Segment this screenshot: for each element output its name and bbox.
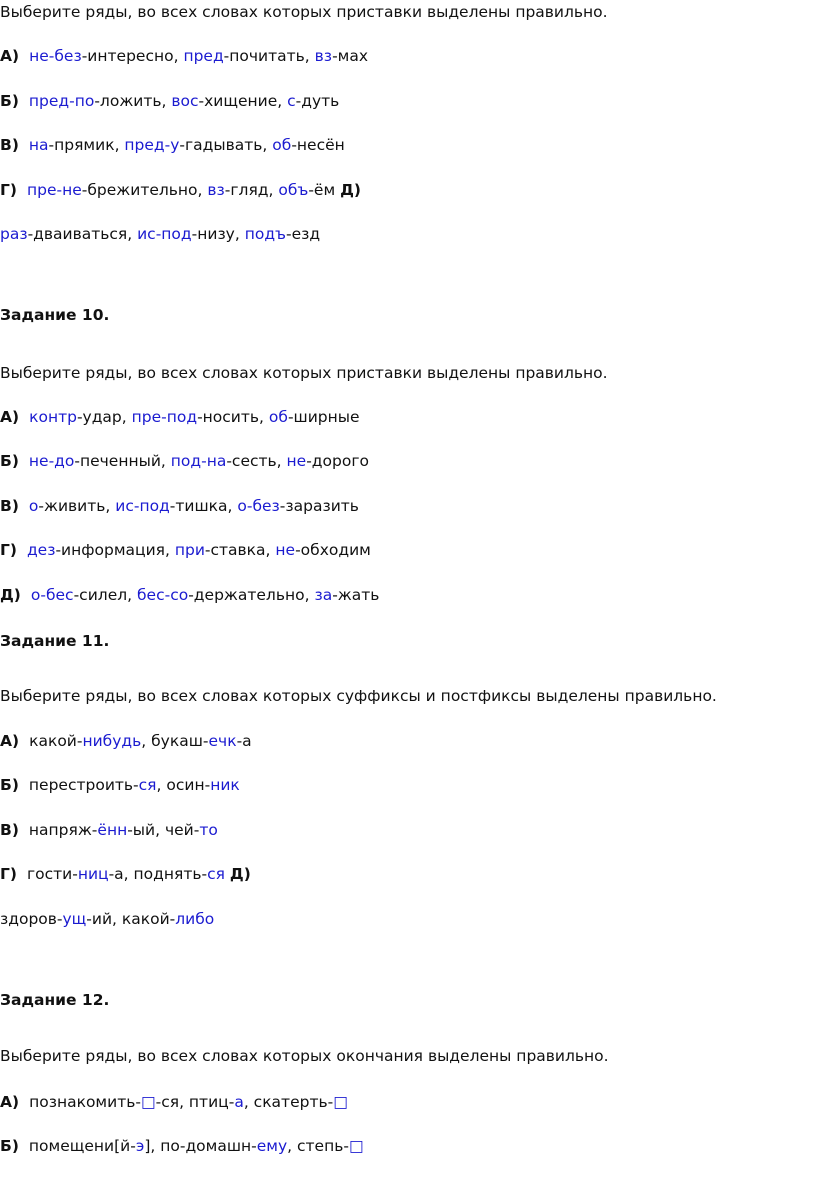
prefix: пре-не <box>26 181 82 199</box>
option-label: В) <box>0 136 19 154</box>
prefix: за <box>314 586 333 604</box>
task10-option-b: Б) не-до-печенный, под-на-сесть, не-дорого <box>0 452 369 470</box>
task11-option-b: Б) перестроить-ся, осин-ник <box>0 776 240 794</box>
suffix: ся <box>207 865 225 883</box>
task10-intro: Выберите ряды, во всех словах которых приставки выделены правильно. <box>0 364 608 382</box>
task10-option-g: Г) дез-информация, при-ставка, не-обходим <box>0 541 371 559</box>
prefix: не-без <box>29 47 82 65</box>
suffix: нибудь <box>82 732 142 750</box>
prefix: пред-по <box>28 92 95 110</box>
option-label: В) <box>0 821 19 839</box>
task10-option-d: Д) о-бес-силел, бес-со-держательно, за-жать <box>0 586 380 604</box>
task11-title: Задание 11. <box>0 632 110 650</box>
prefix: об <box>272 136 292 154</box>
suffix: ущ <box>62 910 87 928</box>
task12-title: Задание 12. <box>0 991 110 1009</box>
ending: □ <box>140 1093 156 1111</box>
task12-option-b: Б) помещени[й-э], по-домашн-ему, степь-□ <box>0 1137 364 1155</box>
prefix: бес-со <box>137 586 189 604</box>
task9-option-d: раз-дваиваться, ис-под-низу, подъ-езд <box>0 225 321 243</box>
prefix: не-до <box>28 452 75 470</box>
option-label: Г) <box>0 181 17 199</box>
task10-option-a: А) контр-удар, пре-под-носить, об-ширные <box>0 408 360 426</box>
option-label: Г) <box>0 865 17 883</box>
option-label: А) <box>0 47 20 65</box>
option-label: Д) <box>340 181 361 199</box>
task9-option-g: Г) пре-не-брежительно, вз-гляд, объ-ём Д) <box>0 181 361 199</box>
ending: э <box>135 1137 145 1155</box>
option-label: Б) <box>0 92 19 110</box>
prefix: раз <box>0 225 28 243</box>
option-label: В) <box>0 497 19 515</box>
ending: □ <box>333 1093 348 1111</box>
suffix: то <box>199 821 218 839</box>
option-label: А) <box>0 408 20 426</box>
option-label: Д) <box>229 865 251 883</box>
prefix: вз <box>314 47 333 65</box>
suffix: либо <box>175 910 215 928</box>
prefix: дез <box>26 541 56 559</box>
ending: а <box>234 1093 244 1111</box>
prefix: пред <box>183 47 224 65</box>
prefix: об <box>268 408 288 426</box>
ending: ему <box>256 1137 288 1155</box>
prefix: о-бес <box>30 586 74 604</box>
suffix: ник <box>210 776 240 794</box>
prefix: вз <box>207 181 225 199</box>
prefix: контр <box>29 408 77 426</box>
task10-option-v: В) о-живить, ис-под-тишка, о-без-заразить <box>0 497 359 515</box>
prefix: при <box>174 541 205 559</box>
option-label: Б) <box>0 1137 19 1155</box>
prefix: подъ <box>244 225 287 243</box>
suffix: ся <box>138 776 157 794</box>
task12-intro: Выберите ряды, во всех словах которых окончания выделены правильно. <box>0 1047 609 1065</box>
task9-option-v: В) на-прямик, пред-у-гадывать, об-несён <box>0 136 345 154</box>
task11-intro: Выберите ряды, во всех словах которых суффиксы и постфиксы выделены правильно. <box>0 687 717 705</box>
suffix: ечк <box>208 732 237 750</box>
option-label: Д) <box>0 586 21 604</box>
prefix: о-без <box>237 497 280 515</box>
prefix: не <box>275 541 296 559</box>
prefix: ис-под <box>137 225 192 243</box>
task11-option-a: А) какой-нибудь, букаш-ечк-а <box>0 732 252 750</box>
option-label: Б) <box>0 452 19 470</box>
prefix: вос <box>171 92 199 110</box>
prefix: ис-под <box>115 497 170 515</box>
task12-option-a: А) познакомить-□-ся, птиц-а, скатерть-□ <box>0 1093 348 1111</box>
suffix: ниц <box>77 865 109 883</box>
option-label: А) <box>0 732 20 750</box>
task10-title: Задание 10. <box>0 306 110 324</box>
prefix: о <box>28 497 39 515</box>
prefix: на <box>28 136 49 154</box>
task11-option-d: здоров-ущ-ий, какой-либо <box>0 910 215 928</box>
option-label: А) <box>0 1093 20 1111</box>
prefix: объ <box>278 181 309 199</box>
prefix: с <box>287 92 296 110</box>
task9-intro: Выберите ряды, во всех словах которых приставки выделены правильно. <box>0 3 608 21</box>
task9-option-a: А) не-без-интересно, пред-почитать, вз-мах <box>0 47 369 65</box>
task9-option-b: Б) пред-по-ложить, вос-хищение, с-дуть <box>0 92 340 110</box>
suffix: ённ <box>97 821 128 839</box>
option-label: Б) <box>0 776 19 794</box>
prefix: пре-под <box>131 408 198 426</box>
prefix: пред-у <box>124 136 180 154</box>
task11-option-g: Г) гости-ниц-а, поднять-ся Д) <box>0 865 251 883</box>
ending: □ <box>348 1137 364 1155</box>
prefix: под-на <box>170 452 227 470</box>
prefix: не <box>286 452 307 470</box>
task11-option-v: В) напряж-ённ-ый, чей-то <box>0 821 218 839</box>
option-label: Г) <box>0 541 17 559</box>
